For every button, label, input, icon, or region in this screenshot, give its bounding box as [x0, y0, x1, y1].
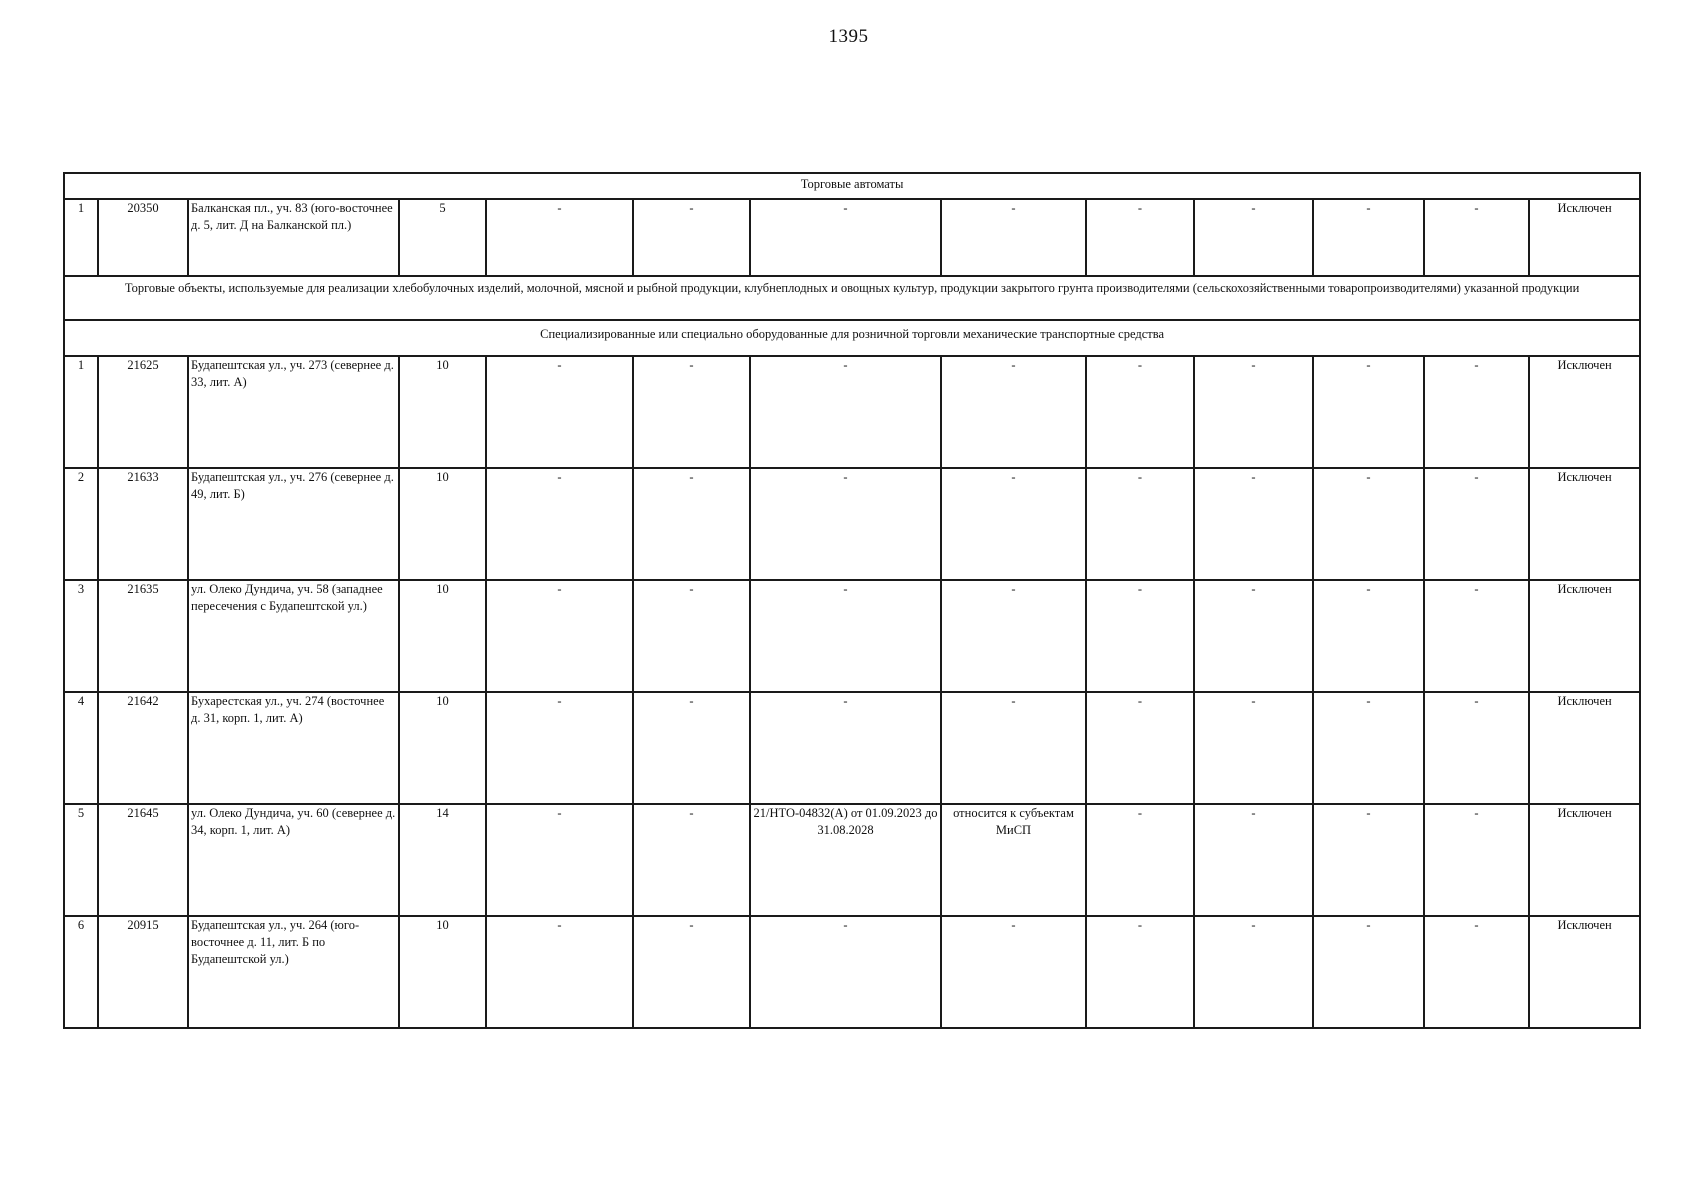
object-area: 14 [399, 804, 486, 916]
object-address: Балканская пл., уч. 83 (юго-восточнее д. 5, лит. Д на Балканской пл.) [188, 199, 399, 276]
cell-col9: - [1086, 804, 1194, 916]
cell-col6: - [633, 804, 750, 916]
cell-col10: - [1194, 356, 1313, 468]
cell-contract: - [750, 356, 941, 468]
row-number: 4 [64, 692, 98, 804]
status-cell: Исключен [1529, 199, 1640, 276]
cell-category: - [941, 692, 1086, 804]
cell-col9: - [1086, 580, 1194, 692]
table-row [64, 199, 1640, 276]
row-number: 1 [64, 356, 98, 468]
cell-col9: - [1086, 199, 1194, 276]
cell-col11: - [1313, 804, 1424, 916]
cell-col5: - [486, 692, 633, 804]
object-area: 10 [399, 692, 486, 804]
row-number: 6 [64, 916, 98, 1028]
cell-col11: - [1313, 916, 1424, 1028]
cell-category: - [941, 916, 1086, 1028]
cell-category: - [941, 356, 1086, 468]
cell-col5: - [486, 804, 633, 916]
status-cell: Исключен [1529, 804, 1640, 916]
object-address: Будапештская ул., уч. 276 (севернее д. 49, лит. Б) [188, 468, 399, 580]
object-code: 20915 [98, 916, 188, 1028]
object-area: 10 [399, 580, 486, 692]
cell-contract: - [750, 468, 941, 580]
status-cell: Исключен [1529, 356, 1640, 468]
cell-contract: - [750, 692, 941, 804]
cell-col10: - [1194, 468, 1313, 580]
cell-col11: - [1313, 692, 1424, 804]
cell-col10: - [1194, 804, 1313, 916]
object-code: 20350 [98, 199, 188, 276]
object-address: Будапештская ул., уч. 273 (севернее д. 33, лит. А) [188, 356, 399, 468]
cell-col5: - [486, 916, 633, 1028]
cell-category: - [941, 580, 1086, 692]
cell-col6: - [633, 199, 750, 276]
row-number: 2 [64, 468, 98, 580]
cell-col12: - [1424, 199, 1529, 276]
table-row [64, 356, 1640, 468]
object-code: 21633 [98, 468, 188, 580]
registry-table [63, 172, 1641, 1029]
cell-col5: - [486, 580, 633, 692]
cell-contract: - [750, 199, 941, 276]
table-row [64, 692, 1640, 804]
cell-col6: - [633, 356, 750, 468]
object-area: 10 [399, 468, 486, 580]
status-cell: Исключен [1529, 692, 1640, 804]
cell-category: - [941, 199, 1086, 276]
page-number: 1395 [828, 26, 869, 47]
cell-col12: - [1424, 916, 1529, 1028]
object-address: Будапештская ул., уч. 264 (юго-восточнее д. 11, лит. Б по Будапештской ул.) [188, 916, 399, 1028]
cell-col9: - [1086, 468, 1194, 580]
cell-col10: - [1194, 692, 1313, 804]
cell-col11: - [1313, 580, 1424, 692]
status-cell: Исключен [1529, 468, 1640, 580]
section-row-producers [64, 276, 1640, 320]
cell-category: относится к субъектам МиСП [941, 804, 1086, 916]
row-number: 5 [64, 804, 98, 916]
object-area: 5 [399, 199, 486, 276]
cell-col6: - [633, 580, 750, 692]
cell-col10: - [1194, 916, 1313, 1028]
row-number: 3 [64, 580, 98, 692]
object-code: 21625 [98, 356, 188, 468]
row-number: 1 [64, 199, 98, 276]
object-area: 10 [399, 356, 486, 468]
cell-col5: - [486, 199, 633, 276]
section-row-vehicles [64, 320, 1640, 356]
table-row [64, 804, 1640, 916]
cell-col12: - [1424, 356, 1529, 468]
cell-contract: - [750, 580, 941, 692]
cell-category: - [941, 468, 1086, 580]
cell-col11: - [1313, 199, 1424, 276]
section-title-vehicles: Специализированные или специально оборудованные для розничной торговли механические транспортные средства [64, 320, 1640, 356]
cell-col5: - [486, 468, 633, 580]
cell-col6: - [633, 692, 750, 804]
cell-contract: - [750, 916, 941, 1028]
cell-col6: - [633, 916, 750, 1028]
object-code: 21635 [98, 580, 188, 692]
cell-col11: - [1313, 356, 1424, 468]
object-address: ул. Олеко Дундича, уч. 58 (западнее пересечения с Будапештской ул.) [188, 580, 399, 692]
cell-col10: - [1194, 580, 1313, 692]
table-row [64, 916, 1640, 1028]
cell-col12: - [1424, 468, 1529, 580]
cell-col12: - [1424, 804, 1529, 916]
cell-col9: - [1086, 356, 1194, 468]
cell-col9: - [1086, 916, 1194, 1028]
cell-col5: - [486, 356, 633, 468]
section-title-vending: Торговые автоматы [64, 173, 1640, 199]
cell-col10: - [1194, 199, 1313, 276]
cell-contract: 21/НТО-04832(А) от 01.09.2023 до 31.08.2028 [750, 804, 941, 916]
object-code: 21645 [98, 804, 188, 916]
object-address: ул. Олеко Дундича, уч. 60 (севернее д. 34, корп. 1, лит. А) [188, 804, 399, 916]
object-area: 10 [399, 916, 486, 1028]
section-title-producers: Торговые объекты, используемые для реализации хлебобулочных изделий, молочной, мясной и рыбной продукции, клубнеплодных и овощных культур, продукции закрытого грунта производителями (сельскохозяйственными товаропроизводителями) указанной продукции [64, 276, 1640, 320]
cell-col6: - [633, 468, 750, 580]
cell-col9: - [1086, 692, 1194, 804]
object-code: 21642 [98, 692, 188, 804]
status-cell: Исключен [1529, 580, 1640, 692]
cell-col11: - [1313, 468, 1424, 580]
table-row [64, 468, 1640, 580]
status-cell: Исключен [1529, 916, 1640, 1028]
cell-col12: - [1424, 580, 1529, 692]
object-address: Бухарестская ул., уч. 274 (восточнее д. 31, корп. 1, лит. А) [188, 692, 399, 804]
cell-col12: - [1424, 692, 1529, 804]
table-row [64, 580, 1640, 692]
section-row-vending [64, 173, 1640, 199]
